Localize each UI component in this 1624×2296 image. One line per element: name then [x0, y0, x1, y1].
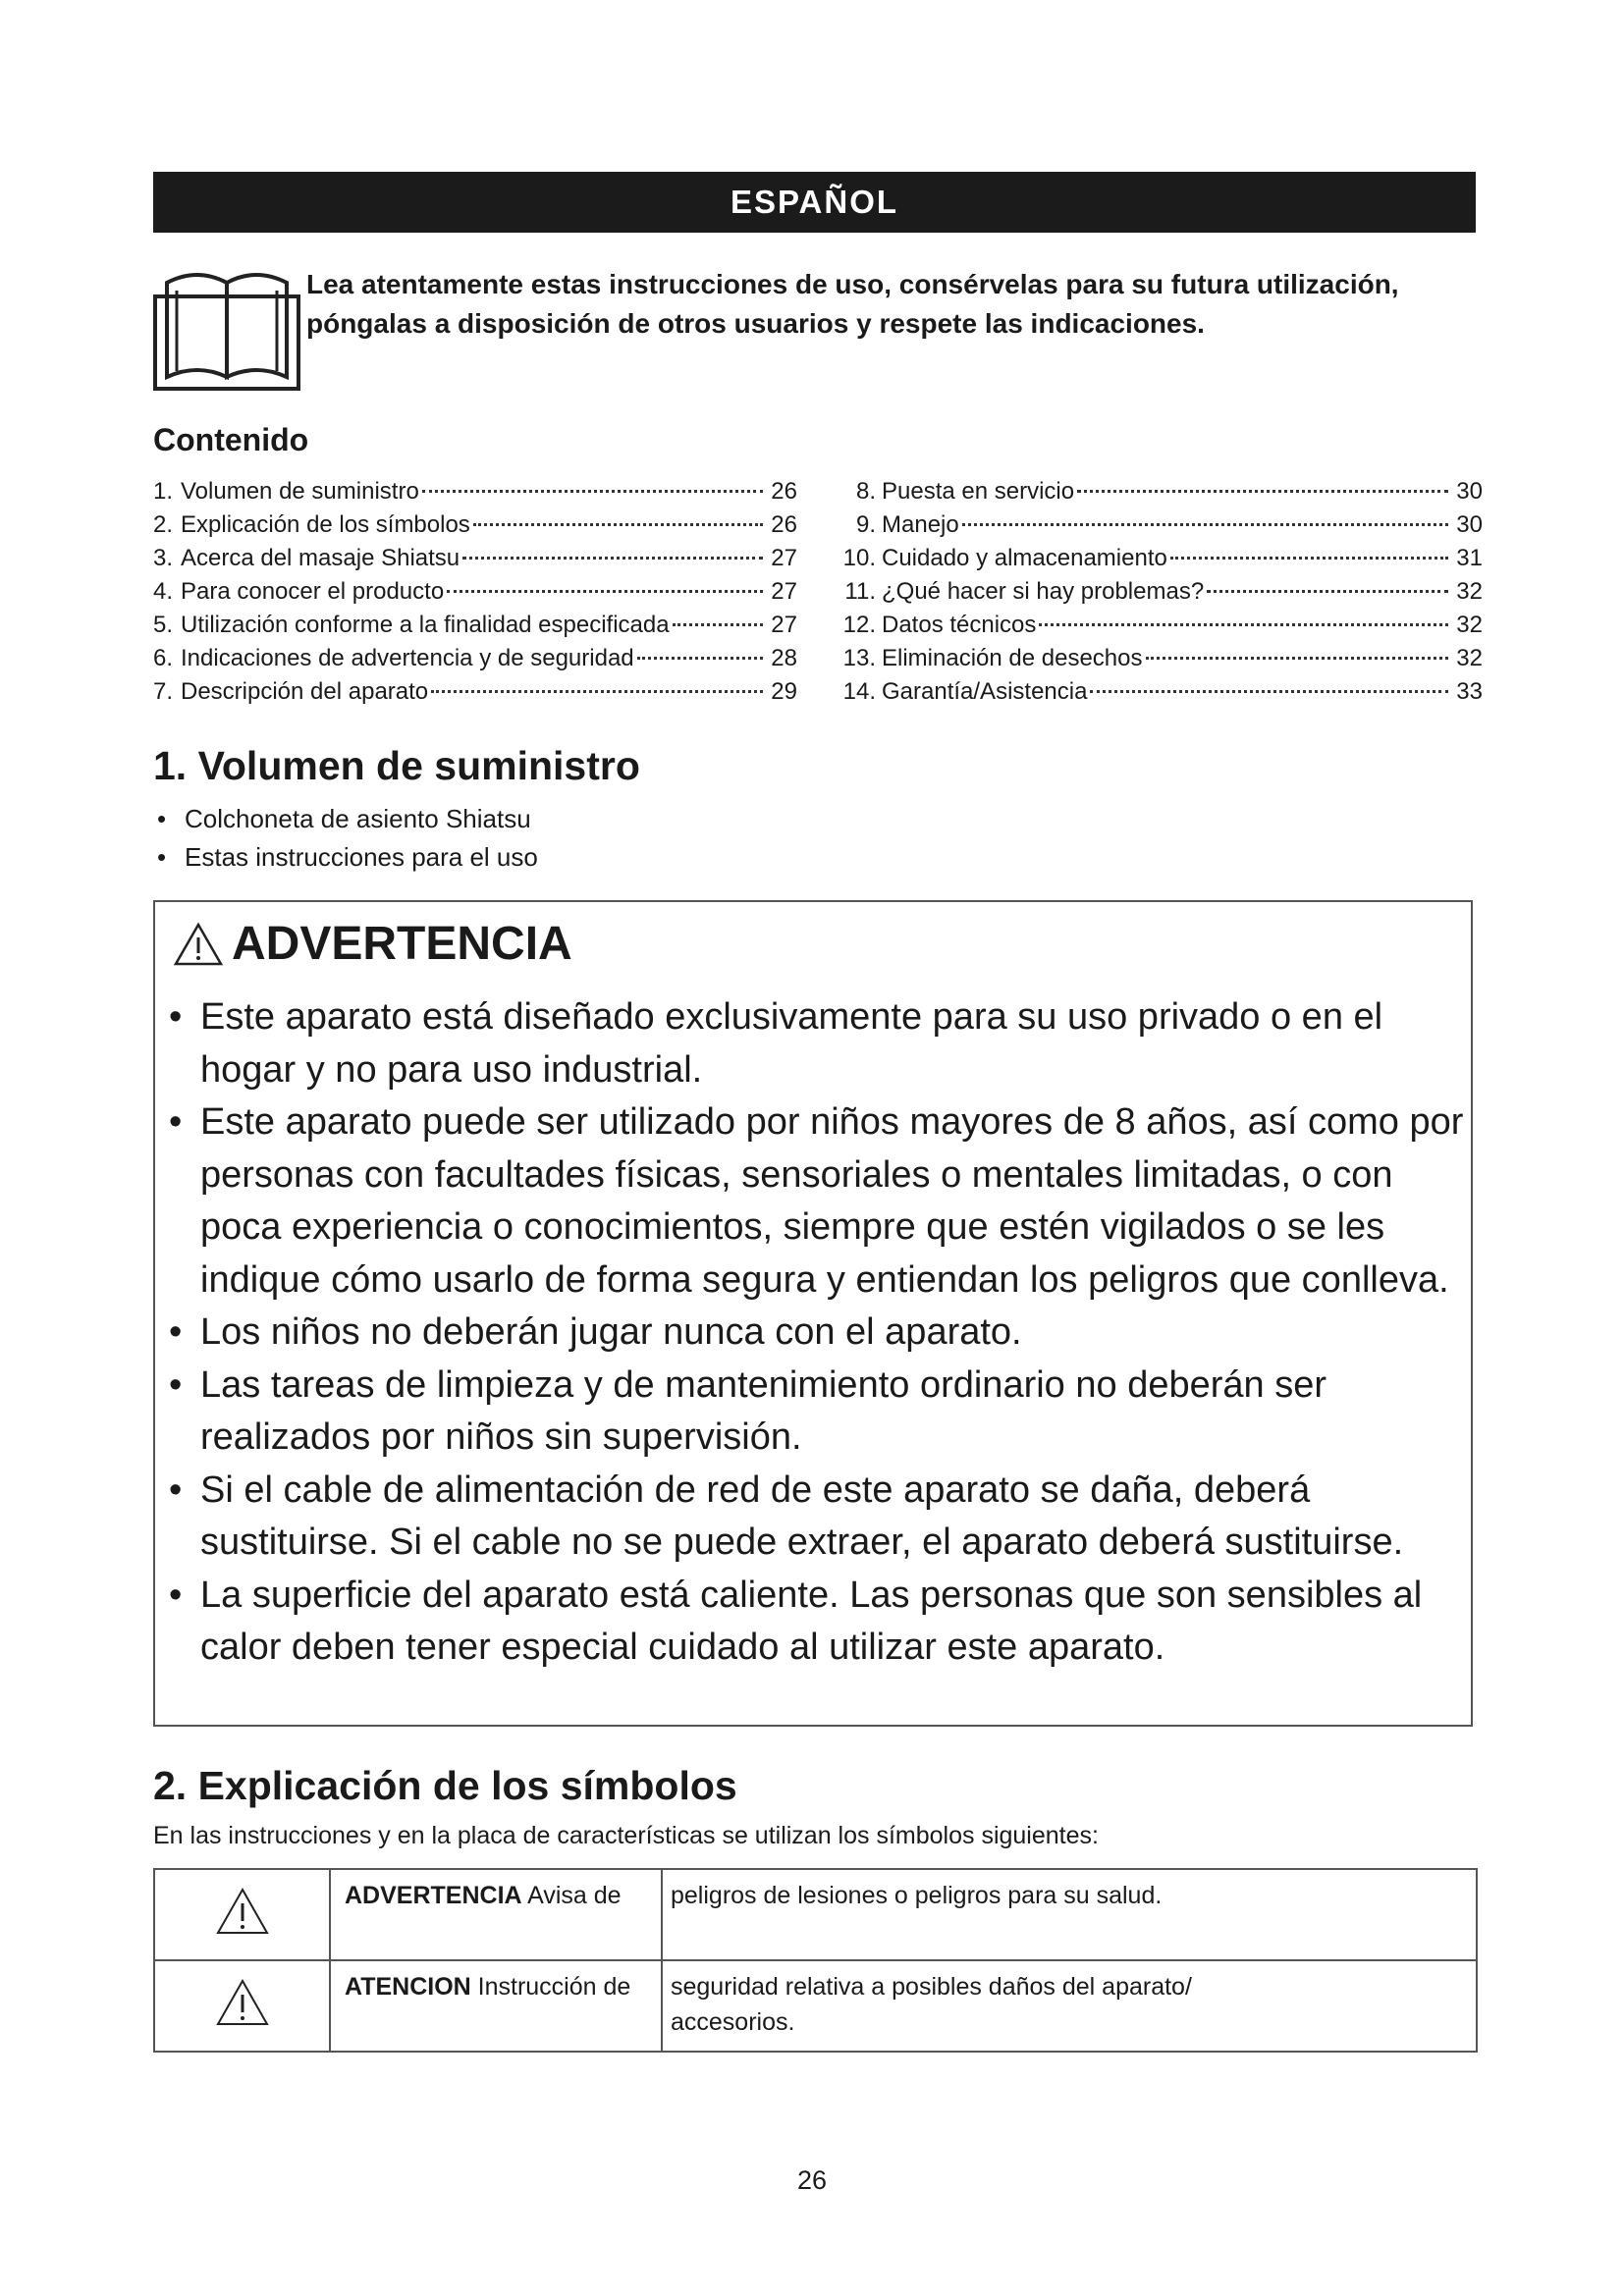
toc-entry-number: 1.: [153, 478, 174, 505]
toc-entry-label: Datos técnicos: [882, 612, 1037, 638]
toc-leader-dots: [1077, 490, 1448, 493]
language-header: ESPAÑOL: [153, 172, 1476, 233]
warning-title: [173, 917, 572, 971]
toc-entry-number: 3.: [153, 545, 174, 571]
toc-entry-label: Para conocer el producto: [181, 578, 445, 605]
symbol-cell: [154, 1869, 330, 1960]
toc-entry-label: Cuidado y almacenamiento: [882, 545, 1167, 571]
toc-entry-page: 33: [1456, 678, 1483, 705]
list-item: • Colchoneta de asiento Shiatsu: [157, 800, 538, 838]
toc-leader-dots: [431, 690, 763, 693]
toc-leader-dots: [1039, 623, 1448, 626]
toc-entry-page: 30: [1456, 478, 1483, 505]
warning-triangle-icon: [215, 1978, 270, 2027]
warning-item: • Las tareas de limpieza y de mantenimiento ordinario no deberán ser realizados por niños sin supervisión.: [169, 1360, 1465, 1465]
toc-leader-dots: [422, 490, 763, 493]
toc-leader-dots: [1207, 590, 1448, 593]
toc-entry: [153, 642, 797, 675]
toc-leader-dots: [673, 623, 763, 626]
section-2-intro: En las instrucciones y en la placa de características se utilizan los símbolos siguientes:: [153, 1822, 1099, 1849]
toc-entry-number: 4.: [153, 578, 174, 605]
toc-entry: [837, 575, 1483, 609]
toc-entry: [837, 675, 1483, 709]
toc-right-column: [837, 475, 1483, 709]
toc-entry: [837, 475, 1483, 508]
toc-leader-dots: [1146, 657, 1449, 660]
toc-entry-label: Garantía/Asistencia: [882, 678, 1088, 705]
symbols-table: [153, 1868, 1478, 2053]
toc-entry: [153, 508, 797, 542]
toc-entry-number: 7.: [153, 678, 174, 705]
toc-entry-label: Puesta en servicio: [882, 478, 1075, 505]
toc-entry-number: 14.: [842, 678, 876, 705]
symbol-desc: peligros de lesiones o peligros para su salud.: [671, 1882, 1163, 1909]
toc-entry: [153, 575, 797, 609]
section-2-title: 2. Explicación de los símbolos: [153, 1763, 737, 1808]
toc-leader-dots: [1170, 557, 1448, 560]
toc-entry-page: 27: [771, 545, 797, 571]
warning-item: • Si el cable de alimentación de red de este aparato se daña, deberá sustituirse. Si el cable no se puede extraer, el aparato deberá sustituirse.: [169, 1465, 1465, 1570]
symbol-lead: Instrucción de: [477, 1973, 631, 2001]
toc-entry-page: 26: [771, 511, 797, 538]
toc-entry-label: Utilización conforme a la finalidad especificada: [181, 612, 670, 638]
list-item: • Estas instrucciones para el uso: [157, 838, 538, 877]
toc-left-column: [153, 475, 797, 709]
toc-leader-dots: [637, 657, 763, 660]
toc-entry: [837, 542, 1483, 575]
toc-title: Contenido: [153, 422, 309, 457]
toc-entry-page: 32: [1456, 578, 1483, 605]
table-row: [154, 1869, 1477, 1960]
symbol-desc: seguridad relativa a posibles daños del aparato/ accesorios.: [671, 1973, 1192, 2036]
toc-leader-dots: [1090, 690, 1448, 693]
page-number: 26: [796, 2165, 828, 2195]
symbol-description: [330, 1869, 1477, 1960]
toc-entry: [153, 542, 797, 575]
toc-entry-label: Acerca del masaje Shiatsu: [181, 545, 460, 571]
toc-entry-page: 29: [771, 678, 797, 705]
toc-entry-page: 27: [771, 612, 797, 638]
toc-entry-page: 32: [1456, 645, 1483, 671]
toc-leader-dots: [962, 523, 1448, 526]
warning-title-text: ADVERTENCIA: [232, 918, 572, 970]
section-1-title: 1. Volumen de suministro: [153, 743, 640, 788]
toc-entry-page: 27: [771, 578, 797, 605]
toc-entry-page: 28: [771, 645, 797, 671]
toc-entry-page: 31: [1456, 545, 1483, 571]
toc-entry-label: Volumen de suministro: [181, 478, 419, 505]
toc-entry-label: ¿Qué hacer si hay problemas?: [882, 578, 1205, 605]
symbol-cell: [154, 1960, 330, 2052]
toc-entry: [153, 475, 797, 508]
toc-entry-label: Indicaciones de advertencia y de seguridad: [181, 645, 634, 671]
toc-entry: [837, 508, 1483, 542]
toc-entry-label: Manejo: [882, 511, 959, 538]
warning-item: • Este aparato está diseñado exclusivamente para su uso privado o en el hogar y no para uso industrial.: [169, 991, 1465, 1096]
warning-triangle-icon: [215, 1887, 270, 1936]
toc-entry-number: 11.: [844, 578, 876, 605]
warning-item: • Este aparato puede ser utilizado por niños mayores de 8 años, así como por personas con facultades físicas, sensoriales o mentales limitadas, o con poca experiencia o conocimientos, siempre que estén vigilados o se les indique cómo usarlo de forma segura y entiendan los peligros que conlleva.: [169, 1096, 1465, 1307]
open-book-icon: [153, 257, 300, 391]
warning-item: • Los niños no deberán jugar nunca con el aparato.: [169, 1307, 1465, 1360]
table-row: [154, 1960, 1477, 2052]
toc-entry-page: 32: [1456, 612, 1483, 638]
toc-entry-number: 12.: [842, 612, 876, 638]
toc-leader-dots: [473, 523, 763, 526]
toc-entry-number: 13.: [842, 645, 876, 671]
toc-entry: [153, 609, 797, 642]
toc-entry-page: 26: [771, 478, 797, 505]
toc-entry-number: 5.: [153, 612, 174, 638]
toc-entry-page: 30: [1456, 511, 1483, 538]
warning-item: • La superficie del aparato está caliente. Las personas que son sensibles al calor deben tener especial cuidado al utilizar este aparato.: [169, 1570, 1465, 1675]
toc-entry-number: 8.: [855, 478, 876, 505]
toc-entry-number: 6.: [153, 645, 174, 671]
warning-list: [169, 991, 1465, 1675]
symbol-term: ADVERTENCIA: [345, 1882, 522, 1909]
toc-entry-number: 9.: [855, 511, 876, 538]
toc-entry-number: 10.: [842, 545, 876, 571]
toc-entry-label: Explicación de los símbolos: [181, 511, 470, 538]
toc-entry-label: Descripción del aparato: [181, 678, 429, 705]
toc-entry: [837, 642, 1483, 675]
warning-triangle-icon: [173, 922, 224, 967]
symbol-description: [330, 1960, 1477, 2052]
toc-entry-number: 2.: [153, 511, 174, 538]
intro-text: Lea atentamente estas instrucciones de uso, consérvelas para su futura utilización, póngalas a disposición de otros usuarios y respete las indicaciones.: [306, 269, 1399, 339]
toc-entry: [837, 609, 1483, 642]
toc-leader-dots: [462, 557, 763, 560]
toc-leader-dots: [447, 590, 763, 593]
supply-list: [157, 800, 538, 877]
toc-entry: [153, 675, 797, 709]
symbol-term: ATENCION: [345, 1973, 471, 2001]
toc-entry-label: Eliminación de desechos: [882, 645, 1143, 671]
symbol-lead: Avisa de: [527, 1882, 622, 1909]
